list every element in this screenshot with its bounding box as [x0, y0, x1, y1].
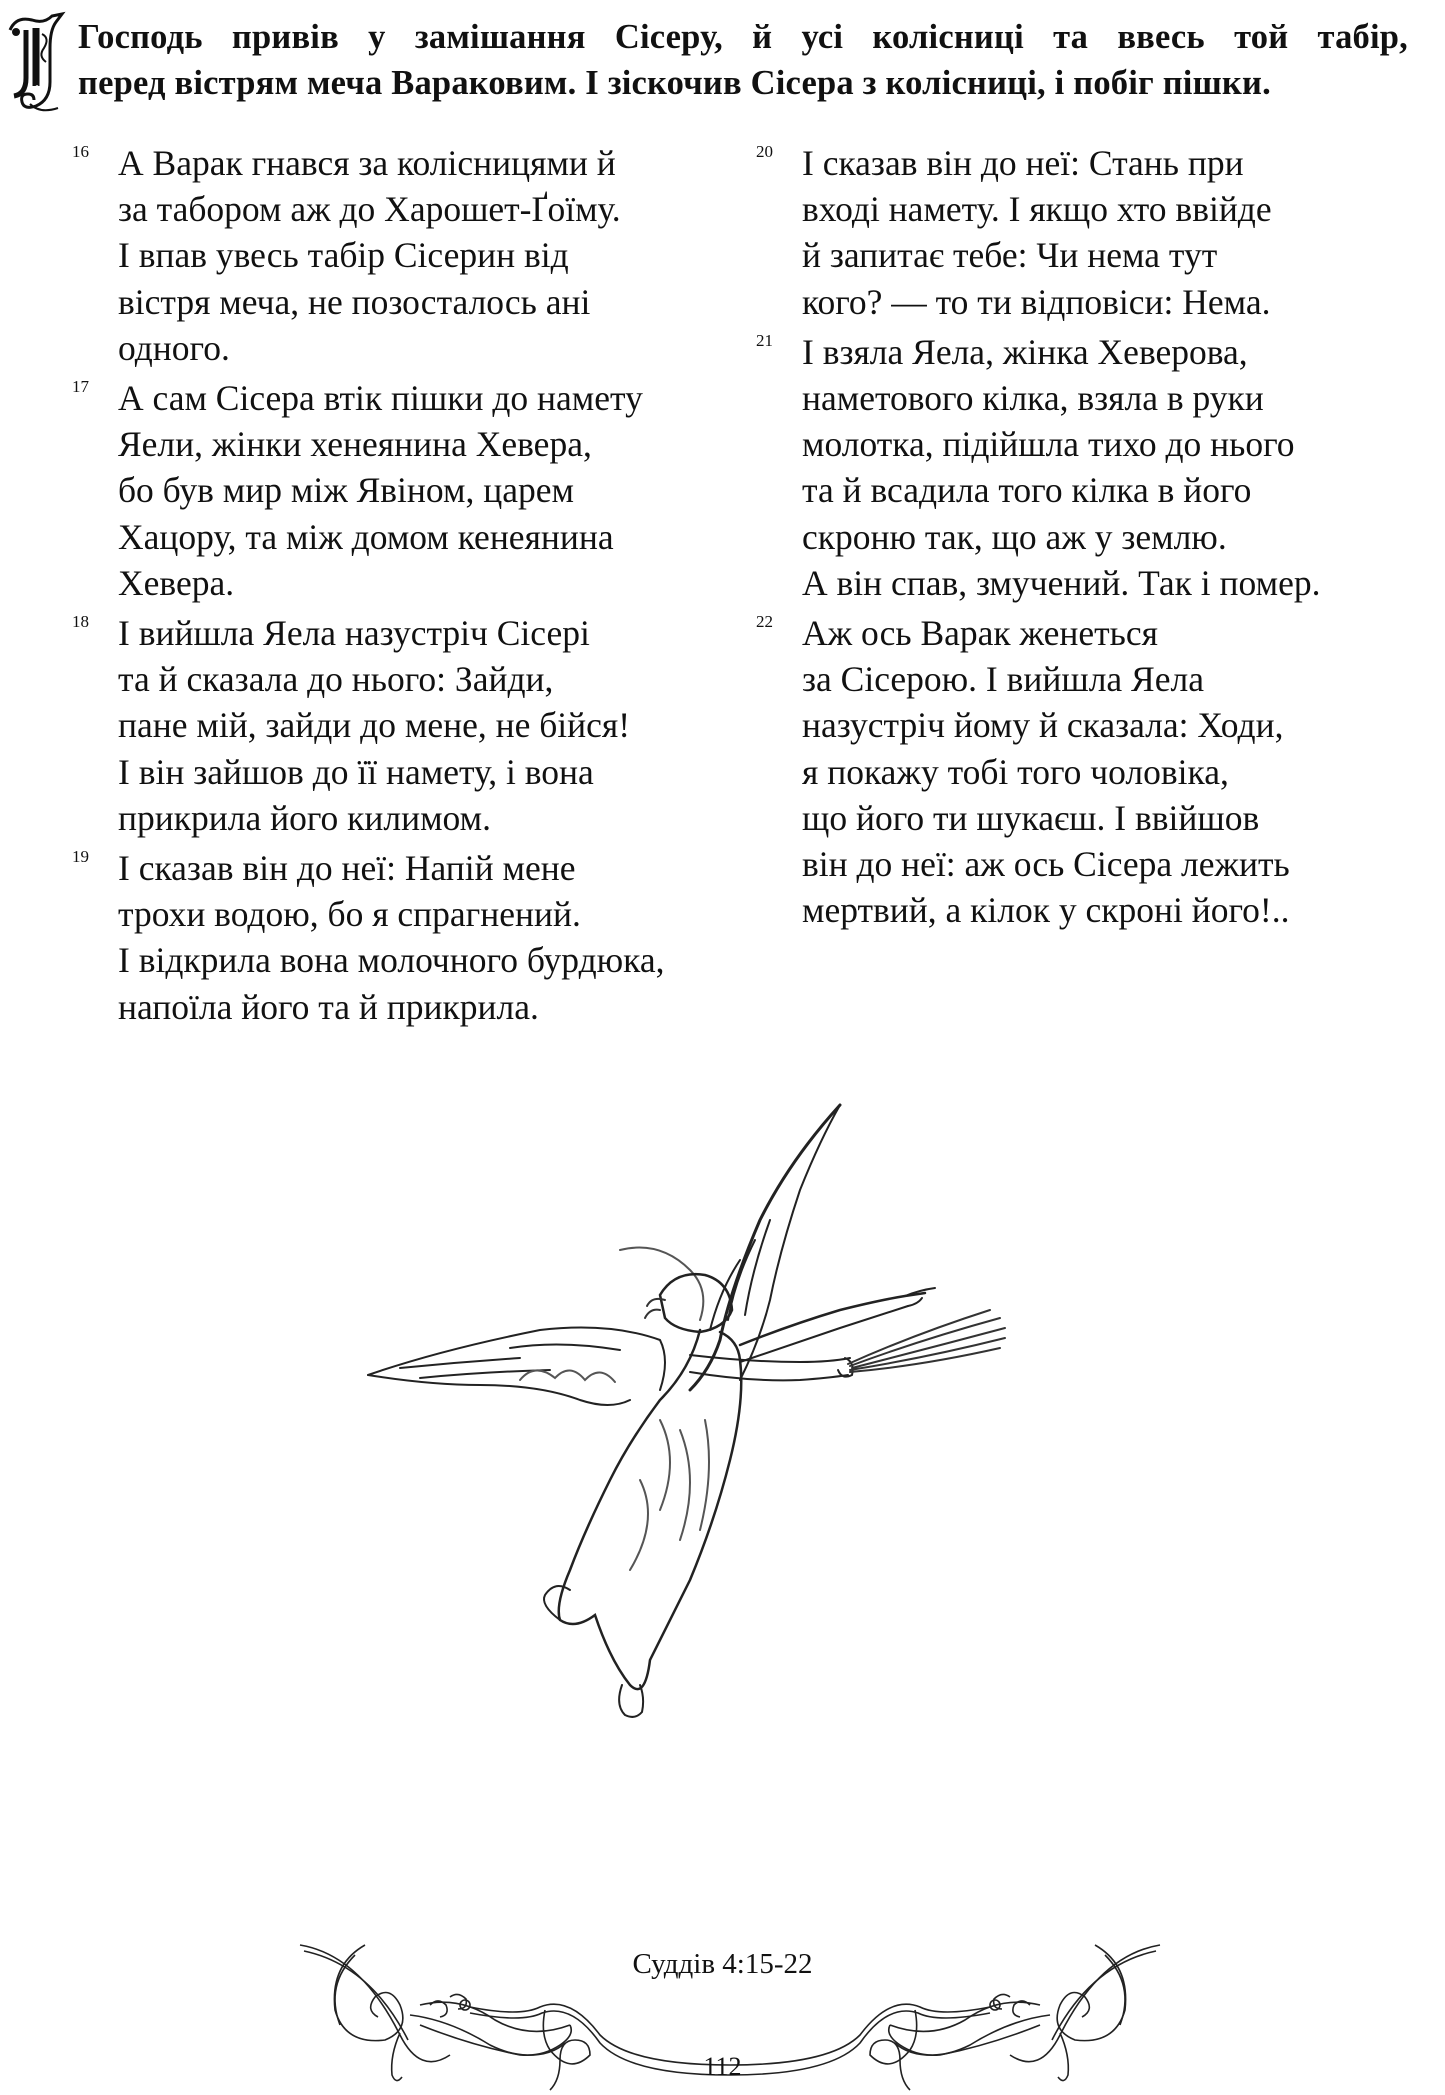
verse-18: [72, 610, 682, 841]
verse-number: 20: [756, 142, 773, 161]
verse-line: І взяла Яела, жінка Хеверова,: [802, 331, 1248, 372]
verse-line: І сказав він до неї: Стань при: [802, 143, 1244, 183]
verse-line: він до неї: аж ось Сісера лежить: [802, 844, 1290, 885]
verse-number: 17: [72, 377, 89, 397]
verse-line: бо був мир між Явіном, царем: [118, 470, 574, 511]
verse-16: [72, 140, 682, 371]
verse-line: Хацору, та між домом кенеянина: [118, 516, 614, 557]
verse-line: А Варак гнався за колісницями й: [118, 143, 616, 183]
verse-line: вістря меча, не позосталось ані: [118, 281, 591, 322]
verse-line: що його ти шукаєш. І ввійшов: [802, 797, 1260, 838]
verse-line: та й всадила того кілка в його: [802, 470, 1252, 511]
verse-number: 18: [72, 612, 89, 632]
svg-text:І: І: [35, 84, 39, 95]
verse-line: І відкрила вона молочного бурдюка,: [118, 940, 665, 981]
verse-line: І впав увесь табір Сісерин від: [118, 235, 569, 276]
verse-line: молотка, підійшла тихо до нього: [802, 424, 1295, 465]
verse-line: наметового кілка, взяла в руки: [802, 378, 1264, 419]
left-column: [72, 140, 682, 1034]
verse-line: пане мій, зайди до мене, не бійся!: [118, 705, 631, 746]
verse-line: А він спав, змучений. Так і помер.: [802, 562, 1321, 603]
verse-number: 16: [72, 142, 89, 161]
verse-line: І сказав він до неї: Напій мене: [118, 848, 576, 889]
page-number: 112: [703, 2052, 742, 2081]
intro-paragraph: [78, 14, 1408, 106]
verse-line: напоїла його та й прикрила.: [118, 986, 539, 1027]
right-column: [756, 140, 1366, 937]
verse-line: прикрила його килимом.: [118, 797, 491, 838]
verse-line: мертвий, а кілок у скроні його!..: [802, 890, 1290, 931]
ornate-drop-cap-icon: [6, 8, 68, 116]
verse-number: 21: [756, 330, 773, 350]
verse-line: Хевера.: [118, 562, 235, 603]
intro-line-1: Господь привів у замішання Сісеру, й усі колісниці та ввесь той табір,: [78, 18, 1408, 56]
verse-line: А сам Сісера втік пішки до намету: [118, 378, 643, 419]
verse-line: Яели, жінки хенеянина Хевера,: [118, 424, 592, 465]
intro-line-2: перед вістрям меча Вараковим. І зіскочив Сісера з колісниці, і побіг пішки.: [78, 64, 1271, 102]
verse-22: [756, 610, 1366, 933]
verse-line: та й сказала до нього: Зайди,: [118, 659, 554, 700]
verse-line: я покажу тобі того чоловіка,: [802, 751, 1229, 792]
scripture-reference: Суддів 4:15-22: [632, 1948, 813, 1980]
verse-17: [72, 375, 682, 606]
verse-line: й запитає тебе: Чи нема тут: [802, 235, 1218, 276]
verse-21: [756, 329, 1366, 606]
verse-line: вході намету. І якщо хто ввійде: [802, 189, 1272, 230]
verse-number: 19: [72, 847, 89, 867]
verse-line: скроню так, що аж у землю.: [802, 516, 1227, 557]
angel-illustration: [360, 1100, 1100, 1860]
verse-line: за табором аж до Харошет-Ґоїму.: [118, 189, 621, 230]
verse-19: [72, 845, 682, 1030]
verse-20: [756, 140, 1366, 325]
verse-line: назустріч йому й сказала: Ходи,: [802, 705, 1284, 746]
verse-number: 22: [756, 612, 773, 632]
verse-line: за Сісерою. І вийшла Яела: [802, 659, 1204, 700]
verse-line: кого? — то ти відповіси: Нема.: [802, 281, 1271, 322]
verse-line: І вийшла Яела назустріч Сісері: [118, 613, 590, 654]
verse-line: трохи водою, бо я спрагнений.: [118, 894, 581, 935]
verse-line: І він зайшов до її намету, і вона: [118, 751, 594, 792]
verse-line: Аж ось Варак женеться: [802, 613, 1158, 654]
verse-line: одного.: [118, 327, 230, 368]
